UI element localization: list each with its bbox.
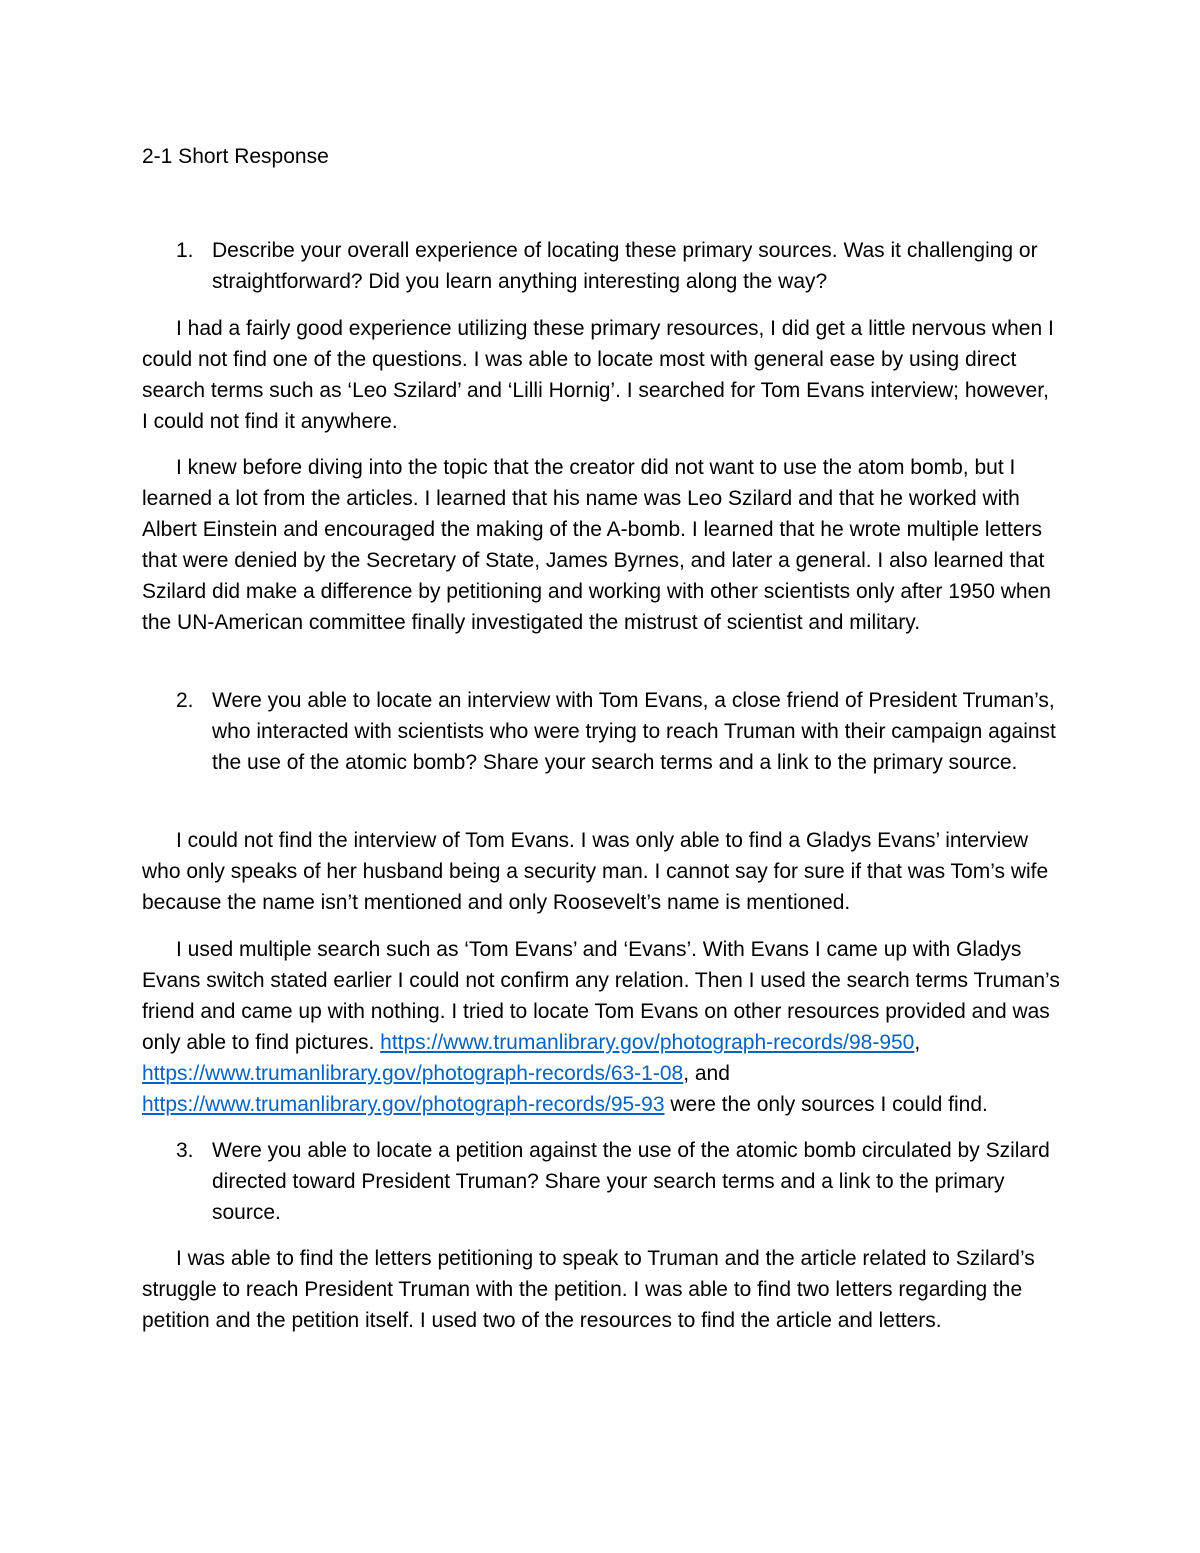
answer-3-paragraph-1: I was able to find the letters petitioning to speak to Truman and the article related to Szilard’s struggle to reach President Truman with the petition. I was able to find two letters regarding the petition and the petition itself. I used two of the resources to find the article and letters.: [142, 1247, 1035, 1332]
photograph-record-link-95-93[interactable]: https://www.trumanlibrary.gov/photograph-records/95-93: [142, 1093, 665, 1116]
question-number: 1.: [176, 239, 194, 262]
question-1: [176, 235, 1072, 297]
question-text: Describe your overall experience of locating these primary sources. Was it challenging or straightforward? Did you learn anything interesting along the way?: [212, 239, 1038, 293]
paragraph-text: I used multiple search such as ‘Tom Evans’ and ‘Evans’. With Evans I came up with Gladys Evans switch stated earlier I could not confirm any relation. Then I used the search terms Truman’s friend and came up with nothing. I tried to locate Tom Evans on other resources provided and was only able to find pictures.: [142, 938, 1060, 1054]
document-title: 2-1 Short Response: [142, 145, 329, 168]
link-separator: ,: [914, 1031, 921, 1054]
answer-2-paragraph-2: [142, 934, 1072, 1120]
photograph-record-link-63-1-08[interactable]: https://www.trumanlibrary.gov/photograph-records/63-1-08: [142, 1062, 684, 1085]
photograph-record-link-98-950[interactable]: https://www.trumanlibrary.gov/photograph-records/98-950: [380, 1031, 915, 1054]
question-text: Were you able to locate an interview with Tom Evans, a close friend of President Truman’s, who interacted with scientists who were trying to reach Truman with their campaign against the use of the atomic bomb? Share your search terms and a link to the primary source.: [212, 689, 1056, 774]
answer-1-paragraph-2: I knew before diving into the topic that the creator did not want to use the atom bomb, but I learned a lot from the articles. I learned that his name was Leo Szilard and that he worked with Albert Einstein and encouraged the making of the A-bomb. I learned that he wrote multiple letters that were denied by the Secretary of State, James Byrnes, and later a general. I also learned that Szilard did make a difference by petitioning and working with other scientists only after 1950 when the UN-American committee finally investigated the mistrust of scientist and military.: [142, 456, 1051, 634]
paragraph-text: were the only sources I could find.: [670, 1093, 988, 1116]
question-number: 2.: [176, 689, 194, 712]
question-3: [176, 1135, 1072, 1228]
question-2: [176, 685, 1072, 778]
answer-2-paragraph-1: I could not find the interview of Tom Evans. I was only able to find a Gladys Evans’ interview who only speaks of her husband being a security man. I cannot say for sure if that was Tom’s wife because the name isn’t mentioned and only Roosevelt’s name is mentioned.: [142, 829, 1049, 914]
question-number: 3.: [176, 1139, 194, 1162]
answer-1-paragraph-1: I had a fairly good experience utilizing these primary resources, I did get a little nervous when I could not find one of the questions. I was able to locate most with general ease by using direct search terms such as ‘Leo Szilard’ and ‘Lilli Hornig’. I searched for Tom Evans interview; however, I could not find it anywhere.: [142, 317, 1054, 433]
link-separator: , and: [683, 1062, 730, 1085]
question-text: Were you able to locate a petition against the use of the atomic bomb circulated by Szilard directed toward President Truman? Share your search terms and a link to the primary source.: [212, 1139, 1050, 1224]
